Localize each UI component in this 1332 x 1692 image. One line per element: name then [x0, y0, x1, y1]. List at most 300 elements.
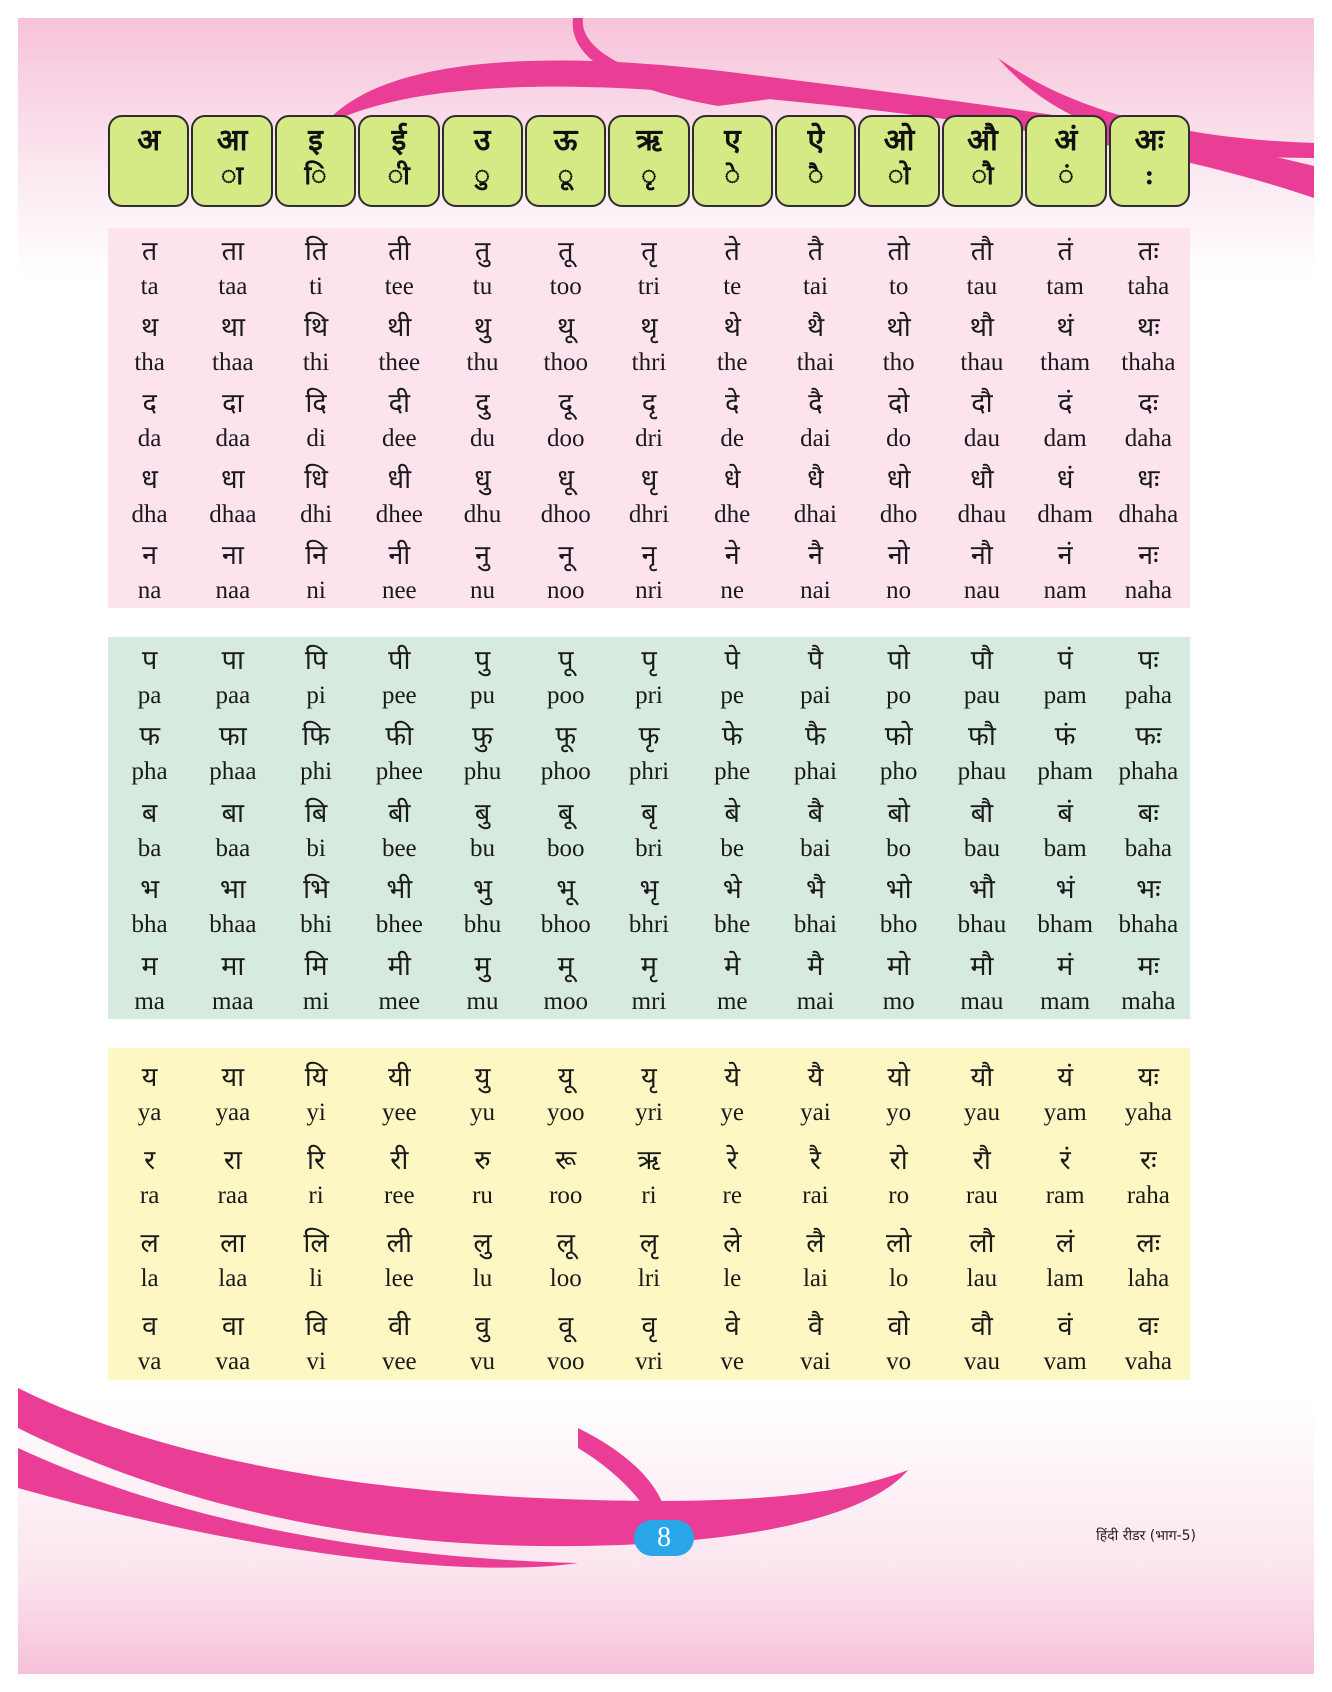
devanagari-syllable: ना: [221, 540, 244, 571]
devanagari-syllable: वि: [305, 1311, 328, 1342]
transliteration: ram: [1045, 1182, 1085, 1209]
devanagari-syllable: भो: [885, 874, 912, 906]
syllable-cell: [191, 713, 274, 789]
transliteration: bi: [306, 834, 326, 862]
transliteration: nau: [963, 577, 1000, 604]
syllable-cell: [691, 304, 774, 380]
syllable-cell: [108, 866, 191, 942]
transliteration: dee: [381, 425, 417, 452]
transliteration: tee: [384, 273, 414, 300]
devanagari-syllable: ते: [724, 236, 740, 267]
syllable-cell: [1107, 228, 1190, 304]
devanagari-syllable: तः: [1137, 236, 1159, 267]
vowel-box: [775, 115, 856, 207]
devanagari-syllable: बृ: [641, 797, 657, 829]
syllable-cell: [358, 304, 441, 380]
devanagari-syllable: वं: [1057, 1311, 1073, 1342]
transliteration: lai: [802, 1265, 828, 1292]
transliteration: bhee: [375, 911, 423, 939]
transliteration: phaa: [209, 758, 257, 786]
syllable-cell: [774, 1214, 857, 1296]
syllable-cell: [1107, 532, 1190, 608]
syllable-cell: [940, 637, 1023, 713]
syllable-cell: [857, 637, 940, 713]
ya-varga-section: [108, 1048, 1190, 1380]
syllable-cell: [441, 1131, 524, 1213]
syllable-cell: [274, 1214, 357, 1296]
devanagari-syllable: वे: [724, 1311, 740, 1342]
book-title: हिंदी रीडर (भाग-5): [1096, 1528, 1196, 1544]
syllable-cell: [108, 1048, 191, 1130]
devanagari-syllable: बू: [558, 797, 574, 829]
devanagari-syllable: लो: [886, 1228, 912, 1259]
syllable-cell: [524, 713, 607, 789]
transliteration: mo: [882, 987, 915, 1015]
transliteration: te: [723, 273, 742, 300]
transliteration: va: [137, 1348, 162, 1375]
transliteration: yaa: [215, 1099, 251, 1126]
transliteration: bu: [470, 834, 496, 862]
page-number: 8: [634, 1520, 694, 1556]
transliteration: phu: [463, 758, 502, 786]
devanagari-syllable: भृ: [639, 874, 659, 906]
devanagari-syllable: पृ: [641, 645, 657, 676]
syllable-cell: [524, 637, 607, 713]
vowel-letter: औ: [967, 123, 998, 158]
devanagari-syllable: रः: [1140, 1145, 1157, 1176]
transliteration: paa: [215, 682, 251, 709]
transliteration: pee: [381, 682, 417, 709]
syllable-cell: [274, 304, 357, 380]
ta-varga-section: [108, 228, 1190, 608]
syllable-cell: [441, 1048, 524, 1130]
syllable-cell: [1107, 380, 1190, 456]
devanagari-syllable: दै: [808, 388, 823, 419]
vowel-box: [608, 115, 689, 207]
syllable-cell: [441, 713, 524, 789]
devanagari-syllable: दा: [222, 388, 244, 419]
transliteration: poo: [547, 682, 585, 709]
syllable-cell: [358, 1297, 441, 1379]
syllable-cell: [857, 866, 940, 942]
transliteration: pau: [963, 682, 1000, 709]
syllable-cell: [774, 1297, 857, 1379]
devanagari-syllable: थो: [886, 312, 911, 343]
vowel-matra: ा: [220, 161, 244, 191]
devanagari-syllable: पा: [221, 645, 244, 676]
transliteration: dhi: [300, 501, 333, 528]
syllable-cell: [274, 1131, 357, 1213]
syllable-cell: [607, 532, 690, 608]
transliteration: dhaa: [209, 501, 257, 528]
syllable-cell: [857, 532, 940, 608]
transliteration: thri: [631, 349, 667, 376]
devanagari-syllable: पु: [474, 645, 491, 676]
devanagari-syllable: वै: [807, 1311, 823, 1342]
devanagari-syllable: भः: [1136, 874, 1161, 906]
vowel-box: [108, 115, 189, 207]
devanagari-syllable: धै: [807, 464, 824, 495]
devanagari-syllable: लं: [1055, 1228, 1075, 1259]
transliteration: thaa: [212, 349, 254, 376]
transliteration: thai: [796, 349, 835, 376]
syllable-cell: [358, 637, 441, 713]
devanagari-syllable: ली: [386, 1228, 412, 1259]
syllable-cell: [857, 943, 940, 1019]
syllable-cell: [441, 637, 524, 713]
vowel-box: [858, 115, 939, 207]
devanagari-syllable: था: [220, 312, 245, 343]
transliteration: nee: [381, 577, 417, 604]
syllable-cell: [691, 1131, 774, 1213]
devanagari-syllable: धे: [723, 464, 741, 495]
syllable-cell: [274, 790, 357, 866]
syllable-cell: [774, 228, 857, 304]
syllable-cell: [857, 1048, 940, 1130]
devanagari-syllable: लौ: [969, 1228, 995, 1259]
syllable-cell: [108, 637, 191, 713]
devanagari-syllable: धी: [387, 464, 412, 495]
syllable-cell: [607, 1048, 690, 1130]
syllable-cell: [358, 1131, 441, 1213]
syllable-cell: [524, 532, 607, 608]
transliteration: tam: [1046, 273, 1084, 300]
transliteration: daha: [1124, 425, 1172, 452]
transliteration: vaa: [215, 1348, 251, 1375]
transliteration: maa: [212, 987, 254, 1015]
syllable-cell: [1107, 304, 1190, 380]
devanagari-syllable: रि: [307, 1145, 326, 1176]
syllable-cell: [1024, 1048, 1107, 1130]
devanagari-syllable: धौ: [970, 464, 994, 495]
transliteration: bau: [963, 834, 1000, 862]
devanagari-syllable: वो: [887, 1311, 910, 1342]
vowel-letter: ऋ: [636, 123, 662, 158]
transliteration: bhoo: [540, 911, 591, 939]
devanagari-syllable: फा: [218, 721, 247, 753]
syllable-cell: [940, 532, 1023, 608]
transliteration: pu: [470, 682, 496, 709]
transliteration: baha: [1124, 834, 1172, 862]
vowel-box: [692, 115, 773, 207]
transliteration: vau: [963, 1348, 1000, 1375]
devanagari-syllable: तु: [474, 236, 491, 267]
vowel-matra: ी: [387, 161, 410, 191]
transliteration: lee: [384, 1265, 414, 1292]
syllable-cell: [108, 456, 191, 532]
vowel-letter: ए: [724, 123, 741, 158]
devanagari-syllable: पू: [558, 645, 574, 676]
syllable-cell: [774, 790, 857, 866]
transliteration: thi: [302, 349, 330, 376]
transliteration: nri: [635, 577, 663, 604]
transliteration: pai: [800, 682, 831, 709]
syllable-cell: [607, 456, 690, 532]
syllable-cell: [1024, 380, 1107, 456]
devanagari-syllable: तो: [887, 236, 910, 267]
syllable-cell: [691, 380, 774, 456]
devanagari-syllable: नु: [475, 540, 491, 571]
syllable-cell: [191, 304, 274, 380]
devanagari-syllable: दी: [388, 388, 410, 419]
syllable-cell: [857, 713, 940, 789]
vowel-letter: अ: [137, 123, 161, 158]
syllable-cell: [358, 866, 441, 942]
transliteration: ve: [720, 1348, 745, 1375]
transliteration: thau: [960, 349, 1004, 376]
transliteration: bhi: [300, 911, 333, 939]
syllable-cell: [774, 637, 857, 713]
transliteration: du: [470, 425, 496, 452]
vowel-letter: ऐ: [807, 123, 825, 158]
transliteration: laha: [1127, 1265, 1170, 1292]
transliteration: bhu: [463, 911, 502, 939]
syllable-cell: [108, 304, 191, 380]
devanagari-syllable: मु: [474, 950, 491, 982]
transliteration: to: [888, 273, 909, 300]
devanagari-syllable: ये: [724, 1062, 741, 1093]
transliteration: bho: [879, 911, 918, 939]
vowel-letter: ई: [391, 123, 407, 158]
devanagari-syllable: फ: [139, 721, 161, 753]
syllable-cell: [607, 637, 690, 713]
devanagari-syllable: यृ: [641, 1062, 657, 1093]
syllable-cell: [691, 228, 774, 304]
devanagari-syllable: तौ: [970, 236, 994, 267]
syllable-cell: [774, 532, 857, 608]
devanagari-syllable: फौ: [968, 721, 996, 753]
devanagari-syllable: बी: [388, 797, 411, 829]
transliteration: pha: [131, 758, 168, 786]
syllable-cell: [108, 380, 191, 456]
devanagari-syllable: वः: [1138, 1311, 1159, 1342]
syllable-cell: [1107, 1048, 1190, 1130]
devanagari-syllable: फः: [1135, 721, 1162, 753]
syllable-cell: [1107, 713, 1190, 789]
devanagari-syllable: धा: [221, 464, 245, 495]
devanagari-syllable: य: [141, 1062, 158, 1093]
vowel-matra: :: [1144, 161, 1155, 191]
transliteration: vai: [800, 1348, 831, 1375]
devanagari-syllable: तू: [558, 236, 574, 267]
devanagari-syllable: भ: [140, 874, 160, 906]
syllable-cell: [274, 713, 357, 789]
devanagari-syllable: बु: [474, 797, 491, 829]
syllable-cell: [358, 456, 441, 532]
syllable-cell: [607, 304, 690, 380]
transliteration: ro: [888, 1182, 910, 1209]
transliteration: ri: [308, 1182, 324, 1209]
transliteration: bham: [1037, 911, 1093, 939]
syllable-cell: [358, 532, 441, 608]
transliteration: bhaa: [209, 911, 257, 939]
devanagari-syllable: फृ: [638, 721, 660, 753]
transliteration: bhaha: [1118, 911, 1179, 939]
transliteration: phai: [793, 758, 837, 786]
devanagari-syllable: फे: [721, 721, 743, 753]
devanagari-syllable: मः: [1137, 950, 1160, 982]
syllable-cell: [607, 943, 690, 1019]
syllable-cell: [774, 380, 857, 456]
syllable-cell: [1024, 456, 1107, 532]
syllable-cell: [524, 1048, 607, 1130]
transliteration: le: [723, 1265, 742, 1292]
syllable-cell: [358, 380, 441, 456]
devanagari-syllable: थै: [806, 312, 825, 343]
transliteration: yee: [381, 1099, 417, 1126]
devanagari-syllable: फो: [884, 721, 913, 753]
transliteration: mau: [960, 987, 1004, 1015]
devanagari-syllable: रू: [555, 1145, 577, 1176]
syllable-cell: [274, 866, 357, 942]
syllable-cell: [441, 1297, 524, 1379]
vowel-row: [108, 115, 1190, 207]
syllable-cell: [191, 790, 274, 866]
syllable-cell: [857, 380, 940, 456]
syllable-cell: [940, 1214, 1023, 1296]
transliteration: ta: [140, 273, 159, 300]
transliteration: na: [137, 577, 162, 604]
syllable-cell: [940, 790, 1023, 866]
devanagari-syllable: ति: [304, 236, 328, 267]
syllable-cell: [108, 228, 191, 304]
syllable-cell: [940, 1131, 1023, 1213]
transliteration: da: [137, 425, 162, 452]
vowel-letter: अः: [1134, 123, 1164, 158]
transliteration: dri: [635, 425, 663, 452]
syllable-cell: [1024, 866, 1107, 942]
transliteration: bha: [131, 911, 168, 939]
devanagari-syllable: व: [142, 1311, 158, 1342]
transliteration: po: [886, 682, 912, 709]
transliteration: vri: [635, 1348, 663, 1375]
devanagari-syllable: म: [141, 950, 158, 982]
devanagari-syllable: बे: [724, 797, 740, 829]
syllable-cell: [108, 1131, 191, 1213]
devanagari-syllable: नः: [1138, 540, 1159, 571]
devanagari-syllable: प: [141, 645, 158, 676]
syllable-cell: [1024, 1214, 1107, 1296]
transliteration: mam: [1040, 987, 1091, 1015]
syllable-cell: [191, 532, 274, 608]
devanagari-syllable: रो: [889, 1145, 908, 1176]
devanagari-syllable: लु: [473, 1228, 492, 1259]
devanagari-syllable: ले: [723, 1228, 742, 1259]
transliteration: yo: [886, 1099, 912, 1126]
syllable-cell: [940, 713, 1023, 789]
transliteration: taa: [218, 273, 248, 300]
transliteration: voo: [547, 1348, 585, 1375]
transliteration: phri: [628, 758, 670, 786]
syllable-cell: [1024, 1297, 1107, 1379]
vowel-matra: े: [724, 161, 741, 191]
vowel-box: [358, 115, 439, 207]
syllable-cell: [191, 228, 274, 304]
devanagari-syllable: थू: [557, 312, 575, 343]
syllable-cell: [441, 228, 524, 304]
transliteration: dhee: [375, 501, 423, 528]
devanagari-syllable: धू: [557, 464, 575, 495]
transliteration: naa: [215, 577, 251, 604]
syllable-cell: [607, 1297, 690, 1379]
transliteration: dhau: [957, 501, 1007, 528]
transliteration: dham: [1037, 501, 1093, 528]
transliteration: doo: [547, 425, 585, 452]
syllable-cell: [191, 1048, 274, 1130]
transliteration: do: [886, 425, 912, 452]
syllable-cell: [108, 1214, 191, 1296]
syllable-cell: [1107, 637, 1190, 713]
devanagari-syllable: धु: [474, 464, 491, 495]
vowel-box: [442, 115, 523, 207]
transliteration: mee: [378, 987, 421, 1015]
transliteration: nam: [1043, 577, 1087, 604]
devanagari-syllable: यि: [304, 1062, 328, 1093]
devanagari-syllable: भी: [386, 874, 413, 906]
syllable-cell: [441, 456, 524, 532]
syllable-cell: [524, 1131, 607, 1213]
transliteration: naha: [1124, 577, 1172, 604]
devanagari-syllable: रौ: [972, 1145, 991, 1176]
syllable-cell: [607, 228, 690, 304]
transliteration: bhau: [957, 911, 1007, 939]
syllable-cell: [774, 304, 857, 380]
devanagari-syllable: पे: [724, 645, 740, 676]
transliteration: baa: [215, 834, 251, 862]
transliteration: vam: [1043, 1348, 1087, 1375]
devanagari-syllable: दे: [725, 388, 740, 419]
devanagari-syllable: वौ: [970, 1311, 993, 1342]
syllable-cell: [607, 1131, 690, 1213]
transliteration: dha: [131, 501, 168, 528]
syllable-cell: [524, 866, 607, 942]
syllable-cell: [441, 380, 524, 456]
devanagari-syllable: भे: [722, 874, 742, 906]
syllable-cell: [1024, 1131, 1107, 1213]
devanagari-syllable: यः: [1137, 1062, 1159, 1093]
transliteration: be: [720, 834, 745, 862]
devanagari-syllable: बै: [807, 797, 824, 829]
devanagari-syllable: पं: [1057, 645, 1073, 676]
syllable-cell: [274, 228, 357, 304]
devanagari-syllable: भु: [473, 874, 493, 906]
syllable-cell: [441, 532, 524, 608]
syllable-cell: [274, 532, 357, 608]
transliteration: pi: [306, 682, 326, 709]
transliteration: lri: [637, 1265, 661, 1292]
devanagari-syllable: द: [142, 388, 157, 419]
vowel-box: [275, 115, 356, 207]
vowel-letter: उ: [474, 123, 491, 158]
transliteration: yi: [306, 1099, 326, 1126]
syllable-cell: [524, 1214, 607, 1296]
transliteration: dhaha: [1118, 501, 1179, 528]
transliteration: mi: [302, 987, 330, 1015]
transliteration: bee: [381, 834, 417, 862]
transliteration: ree: [384, 1182, 415, 1209]
vowel-box: [525, 115, 606, 207]
syllable-cell: [940, 866, 1023, 942]
transliteration: li: [309, 1265, 324, 1292]
devanagari-syllable: धं: [1056, 464, 1074, 495]
devanagari-syllable: नृ: [641, 540, 657, 571]
transliteration: ti: [309, 273, 324, 300]
syllable-cell: [191, 380, 274, 456]
vowel-matra: ु: [474, 161, 490, 191]
transliteration: yaha: [1124, 1099, 1172, 1126]
devanagari-syllable: धृ: [640, 464, 658, 495]
syllable-cell: [940, 1297, 1023, 1379]
